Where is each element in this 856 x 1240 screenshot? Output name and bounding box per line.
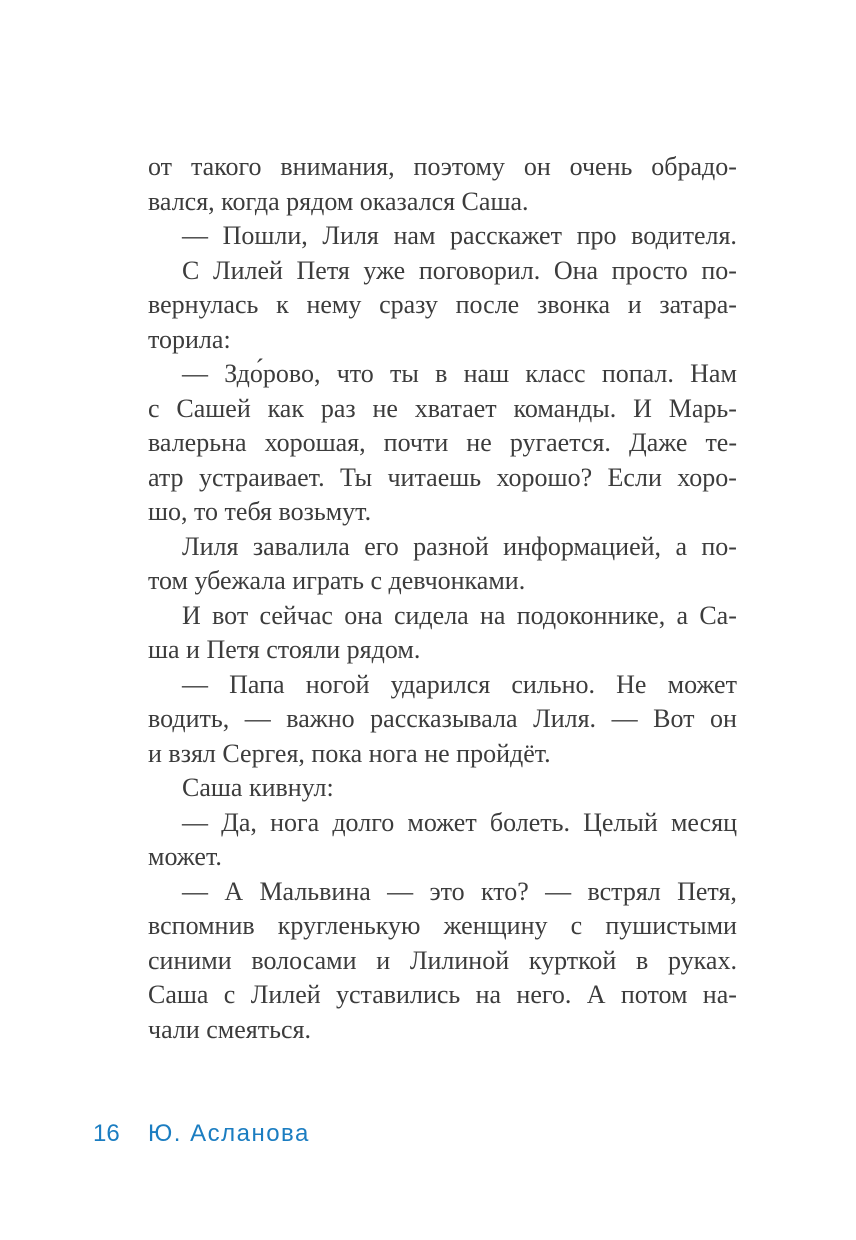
word: что [336,359,374,388]
text-line [148,944,737,979]
word: вернулась [148,290,259,319]
word: в [435,359,448,388]
text-line: Саша кивнул: [182,773,334,802]
word: С [182,255,200,285]
word: валерьна [148,428,247,457]
word: Папа [229,669,285,699]
word: хорошо? [496,462,593,492]
word: Даже [628,428,688,457]
word: Сашей [176,393,251,423]
word: хорошая, [264,428,366,457]
word: хоро- [677,462,737,492]
word: он [523,152,551,181]
word: встрял [587,876,661,906]
text-line: том убежала играть с девчонками. [148,566,526,595]
word: долго [332,807,395,837]
text-line [148,254,737,289]
text-line: ша и Петя стояли рядом. [148,635,421,664]
word: руках. [668,945,737,975]
word: — [611,704,638,733]
word: она [344,600,383,630]
page-footer [0,1119,856,1149]
word: Лилиной [409,945,510,975]
word: — [244,704,271,733]
text-line: и взял Сергея, пока нога не пройдёт. [148,738,551,768]
word: А [224,876,244,906]
word: класс [525,359,586,388]
word: Петя [296,255,350,285]
word: водителя. [631,221,737,250]
word: — [387,876,414,906]
word: это [429,876,465,906]
word: Нам [690,359,737,388]
word: — [182,807,208,837]
word: поэтому [413,152,505,181]
word: И [182,600,201,630]
text-line [148,702,737,737]
word: как [267,393,304,423]
word: затара- [659,290,737,319]
text-line: шо, то тебя возьмут. [148,497,372,526]
word: может [407,807,477,837]
text-line [148,392,737,427]
word: с [223,980,236,1009]
word: не [466,428,492,457]
word: уже [363,255,406,285]
word: И [633,393,652,423]
word: он [710,704,737,733]
word: в [636,945,649,975]
text-line: вался, когда рядом оказался Саша. [148,186,529,216]
word: Лилей [250,980,321,1009]
word: Целый [583,807,658,837]
word: сейчас [259,600,333,630]
page-number: 16 [93,1120,120,1147]
running-footer-author: Ю. Асланова [148,1120,310,1147]
word: пушистыми [605,911,737,940]
text-line [148,150,737,185]
word: почти [383,428,449,457]
word: водить, [148,704,230,733]
text-line [148,219,737,254]
word: вот [212,600,249,630]
word: ногой [305,669,370,699]
word: — [182,359,208,388]
word: на [480,600,506,630]
word: может [667,669,737,699]
word: от [148,152,173,181]
word: про [576,221,617,250]
word: с [570,911,583,940]
text-line [148,875,737,910]
word: Вот [653,704,695,733]
word: нему [306,290,362,319]
text-line [148,530,737,565]
text-line [148,909,737,944]
text-line [148,357,737,392]
text-line: может. [148,842,222,871]
word: читаешь [387,462,482,492]
word: Саша [148,980,209,1009]
word: болеть. [489,807,570,837]
word: курткой [528,945,617,975]
word: хватает [414,393,497,423]
text-line: торила: [148,324,231,354]
text-line [148,426,737,461]
text-line [148,288,737,323]
word: завалила [252,531,350,561]
word: — [182,669,208,699]
word: его [364,531,399,561]
word: А [586,980,606,1009]
word: вспомнив [148,911,255,940]
word: Пошли, [222,221,308,250]
word: Лиля [322,221,379,250]
text-line: чали смеяться. [148,1014,311,1044]
word: кругленькую [277,911,421,940]
word: Да, [221,807,257,837]
word: женщину [443,911,548,940]
word: и [627,290,642,319]
word: обрадо- [651,152,737,181]
word: Она [553,255,599,285]
word: попал. [601,359,674,388]
word: уставились [336,980,461,1009]
word: подоконнике, [516,600,666,630]
text-line [148,978,737,1013]
word: месяц [670,807,737,837]
text-line [148,461,737,496]
word: него. [516,980,572,1009]
word: сильно. [511,669,596,699]
word: Са- [699,600,737,630]
word: звонка [536,290,611,319]
word: Петя, [677,876,737,906]
word: просто [611,255,688,285]
word: синими [148,945,232,975]
text-line [148,599,737,634]
word: на- [702,980,737,1009]
word: по- [701,255,737,285]
word: после [455,290,520,319]
word: ты [390,359,419,388]
word: по- [701,531,737,561]
word: Ты [340,462,373,492]
word: Лилей [212,255,283,285]
word: сидела [393,600,469,630]
word: волосами [251,945,357,975]
word: наш [463,359,510,388]
word: раз [320,393,356,423]
word: расскажет [450,221,562,250]
word: сразу [379,290,438,319]
word: с [148,393,160,423]
word: ударился [390,669,491,699]
word: к [276,290,289,319]
word: внимания, [280,152,395,181]
word: те- [705,428,737,457]
word: важно [286,704,355,733]
word: атр [148,462,184,492]
word: а [676,600,689,630]
word: Если [607,462,662,492]
word: нам [393,221,436,250]
word: Мальвина [259,876,371,906]
word: Здо́рово, [224,359,321,388]
word: — [545,876,572,906]
word: информацией, [503,531,662,561]
word: — [182,876,208,906]
word: на [475,980,502,1009]
word: ругается. [509,428,611,457]
word: и [376,945,391,975]
word: Лиля [182,531,239,561]
word: Лиля. [533,704,597,733]
word: а [675,531,687,561]
word: команды. [513,393,617,423]
word: Марь- [668,393,737,423]
word: кто? [480,876,529,906]
word: устраивает. [198,462,325,492]
page-text [148,150,737,1047]
word: рассказывала [370,704,518,733]
text-line [148,668,737,703]
word: — [182,221,208,250]
word: поговорил. [418,255,541,285]
word: нога [270,807,320,837]
word: потом [620,980,688,1009]
word: Не [616,669,647,699]
word: такого [190,152,262,181]
text-line [148,806,737,841]
word: не [372,393,398,423]
word: очень [569,152,633,181]
word: разной [413,531,489,561]
